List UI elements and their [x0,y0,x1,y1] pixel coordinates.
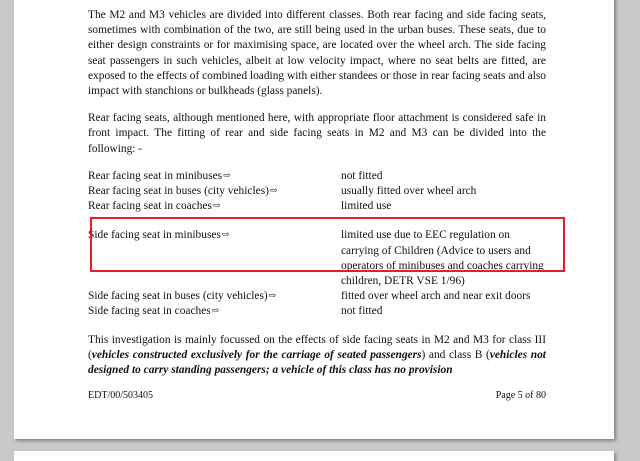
table-row [88,304,546,319]
row-label: Rear facing seat in buses (city vehicles) [88,185,269,198]
paragraph-vehicle-classes: The M2 and M3 vehicles are divided into different classes. Both rear facing and side facing seats, sometimes with combination of the two, are still being used in the urban buses. These seats, due to either design constraints or for maximising space, are located over the wheel arch. The side facing seat passengers in such vehicles, albeit at low velocity impact, where no seat belts are fitted, are exposed to the effects of combined loading with either standees or those in rear facing seats and also impact with stanchions or bulkheads (glass panels). [88,9,546,98]
paragraph-investigation: This investigation is mainly focussed on the effects of side facing seats in M2 and M3 for class III (vehicles constructed exclusively for the carriage of seated passengers) and class B (vehicles not designed to carry standing passengers; a vehicle of this class has no provision [88,333,546,377]
arrow-right-icon: ⇨ [268,290,277,301]
row-value: not fitted [341,169,383,182]
table-row [88,169,546,184]
emphasis-class-iii: vehicles constructed exclusively for the carriage of seated passengers [91,348,422,361]
page-footer [88,390,546,401]
arrow-right-icon: ⇨ [223,169,231,180]
arrow-right-icon: ⇨ [269,185,278,196]
arrow-right-icon: ⇨ [221,229,230,240]
document-reference: EDT/00/503405 [88,390,153,401]
row-label: Side facing seat in coaches [88,305,211,318]
next-page-edge [14,451,614,461]
row-label: Rear facing seat in coaches [88,200,212,213]
page-number: Page 5 of 80 [495,390,546,401]
table-row [88,289,546,304]
row-label: Side facing seat in minibuses [88,229,221,242]
row-value: limited use [341,200,392,213]
row-label: Side facing seat in buses (city vehicles) [88,290,268,303]
row-value: usually fitted over wheel arch [341,185,477,198]
document-page [14,0,614,439]
row-value: fitted over wheel arch and near exit doors [341,290,531,303]
arrow-right-icon: ⇨ [212,200,221,211]
row-value: limited use due to EEC regulation on carrying of Children (Advice to users and operators of minibuses and coaches carrying children, DETR VSE 1/96) [341,229,544,288]
paragraph-rear-facing: Rear facing seats, although mentioned here, with appropriate floor attachment is considered safe in front impact. The fitting of rear and side facing seats in M2 and M3 can be divided into the following: - [88,112,546,155]
highlight-box [90,217,565,272]
emphasis-class-b: vehicles not designed to carry standing passengers; a vehicle of this class has no provision [88,348,546,377]
table-row [88,184,546,199]
arrow-right-icon: ⇨ [211,305,220,316]
row-value: not fitted [341,305,383,318]
page-content [88,8,546,378]
row-label: Rear facing seat in minibuses [88,169,223,182]
table-row [88,199,546,214]
